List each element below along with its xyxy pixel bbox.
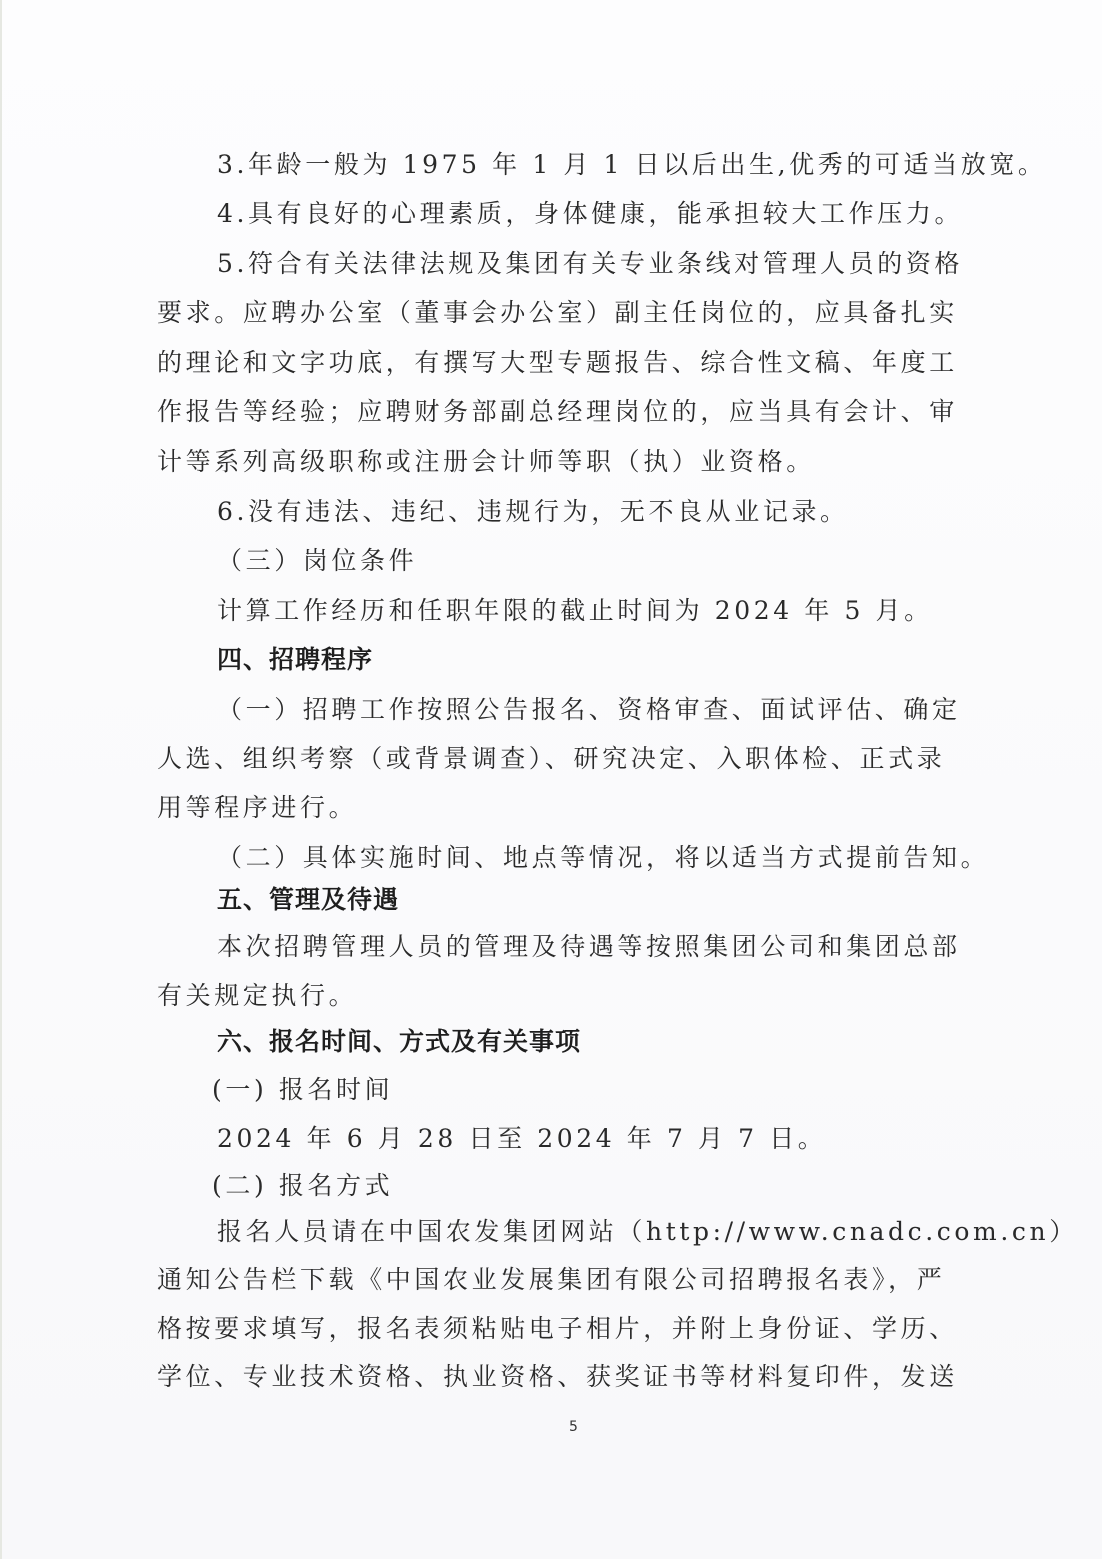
registration-dates: 2024 年 6 月 28 日至 2024 年 7 月 7 日。	[217, 1124, 827, 1153]
section-heading-management-benefits: 五、管理及待遇	[217, 885, 400, 914]
subsection-title-registration-time: (一) 报名时间	[212, 1075, 394, 1104]
paragraph-line: （一）招聘工作按照公告报名、资格审查、面试评估、确定	[217, 695, 961, 724]
paragraph-line: 学位、专业技术资格、执业资格、获奖证书等材料复印件，发送	[157, 1362, 958, 1391]
paragraph-line: 有关规定执行。	[157, 981, 358, 1010]
subsection-title-position-conditions: （三）岗位条件	[217, 546, 418, 575]
subsection-title-registration-method: (二) 报名方式	[212, 1171, 394, 1200]
section-heading-recruitment-procedure: 四、招聘程序	[217, 645, 374, 674]
paragraph-line: 本次招聘管理人员的管理及待遇等按照集团公司和集团总部	[217, 932, 961, 961]
paragraph-line: 要求。应聘办公室（董事会办公室）副主任岗位的，应具备扎实	[157, 298, 958, 327]
paragraph-line: （二）具体实施时间、地点等情况，将以适当方式提前告知。	[217, 843, 990, 872]
list-item-conduct-requirement: 6.没有违法、违纪、违规行为，无不良从业记录。	[217, 497, 849, 526]
paragraph-line: 作报告等经验；应聘财务部副总经理岗位的，应当具有会计、审	[157, 397, 958, 426]
list-item-qualification-requirement: 5.符合有关法律法规及集团有关专业条线对管理人员的资格	[217, 249, 964, 278]
paragraph-line: 计等系列高级职称或注册会计师等职（执）业资格。	[157, 447, 815, 476]
paragraph-line: 报名人员请在中国农发集团网站（http://www.cnadc.com.cn）	[217, 1217, 1078, 1246]
list-item-age-requirement: 3.年龄一般为 1975 年 1 月 1 日以后出生,优秀的可适当放宽。	[217, 150, 1047, 179]
list-item-health-requirement: 4.具有良好的心理素质，身体健康，能承担较大工作压力。	[217, 199, 964, 228]
paragraph-line: 计算工作经历和任职年限的截止时间为 2024 年 5 月。	[217, 596, 933, 625]
paragraph-line: 的理论和文字功底，有撰写大型专题报告、综合性文稿、年度工	[157, 348, 958, 377]
page-number: 5	[569, 1419, 578, 1435]
section-heading-registration: 六、报名时间、方式及有关事项	[217, 1027, 582, 1056]
paragraph-line: 用等程序进行。	[157, 793, 358, 822]
paragraph-line: 格按要求填写，报名表须粘贴电子相片，并附上身份证、学历、	[157, 1314, 958, 1343]
paragraph-line: 通知公告栏下载《中国农业发展集团有限公司招聘报名表》，严	[157, 1265, 946, 1294]
paragraph-line: 人选、组织考察（或背景调查）、研究决定、入职体检、正式录	[157, 744, 946, 773]
